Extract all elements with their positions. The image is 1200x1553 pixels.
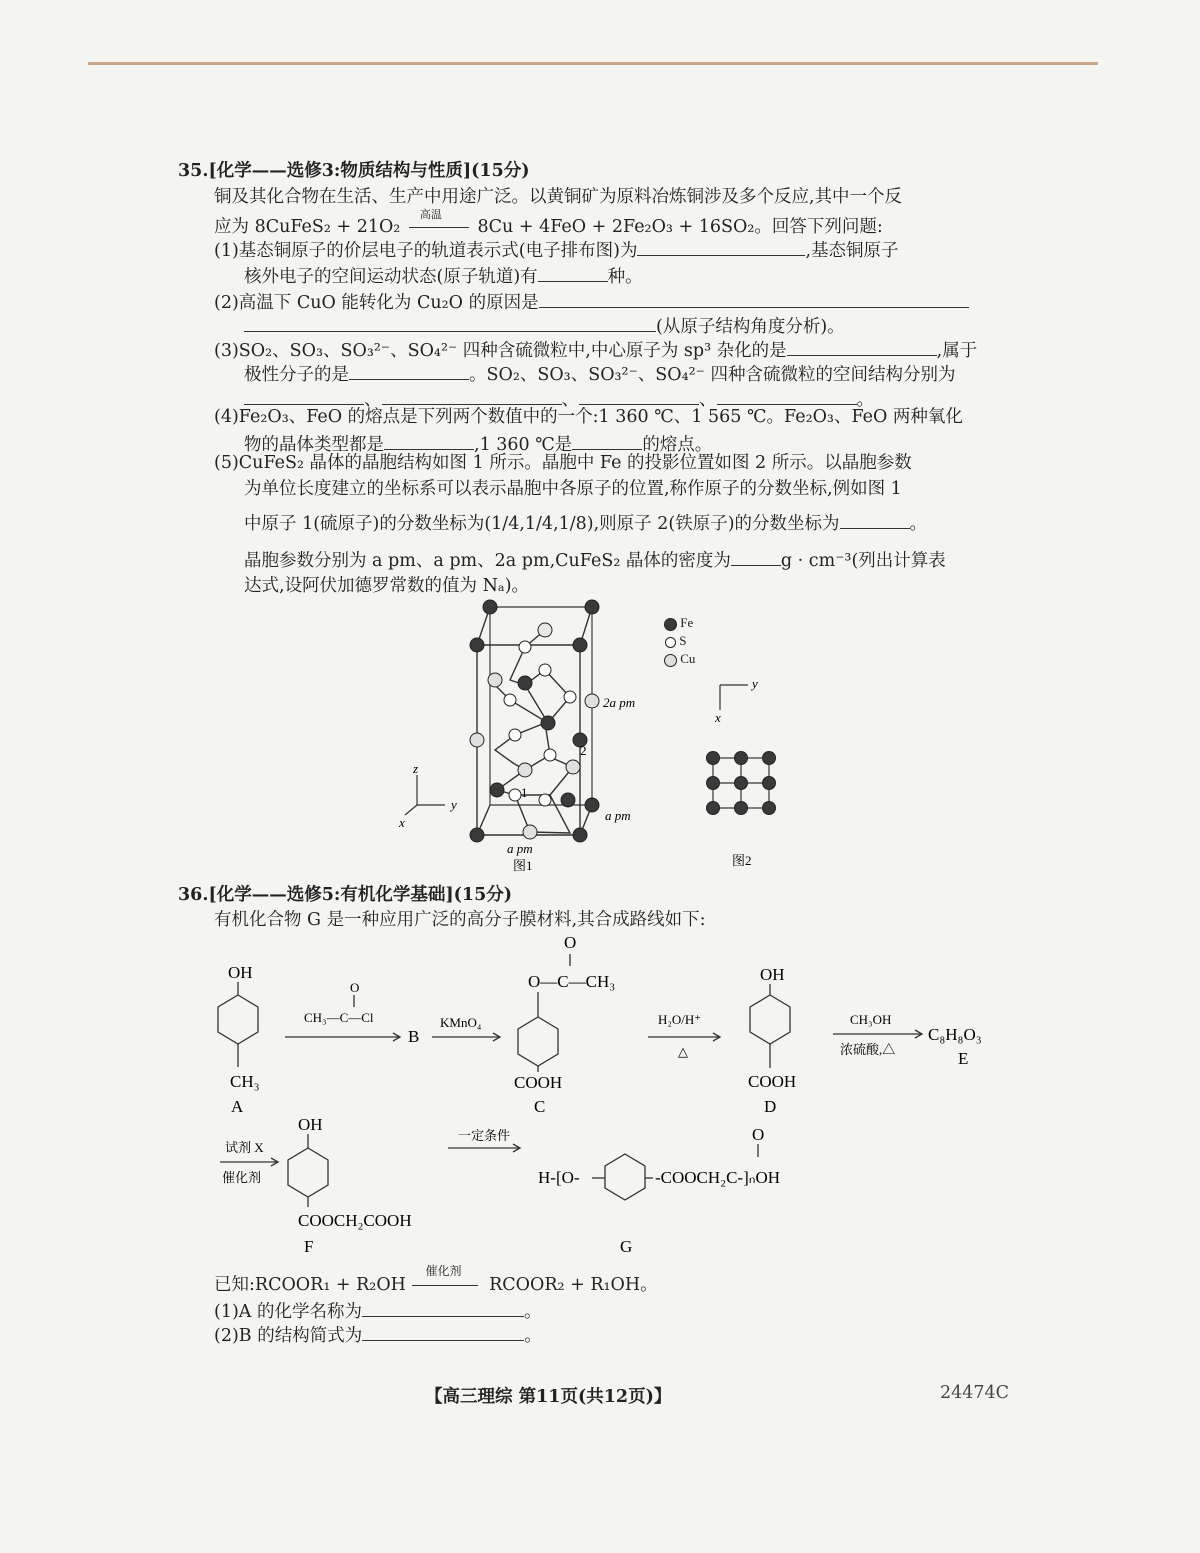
compound-c-acetoxy: O—C—CH₃ (528, 972, 616, 991)
s-atom (539, 794, 551, 806)
axis-x-label: x (399, 815, 405, 830)
reagent-methanol: CH₃OH (850, 1012, 892, 1027)
s-atom (504, 694, 516, 706)
dimension-2a: 2a pm (603, 695, 636, 710)
compound-g-label: G (620, 1237, 633, 1256)
answer-blank[interactable] (362, 1300, 524, 1317)
compound-e-label: E (958, 1049, 969, 1068)
q35-part4-line1: (4)Fe₂O₃、FeO 的熔点是下列两个数值中的一个:1 360 ℃、1 565 ℃。Fe₂O₃、FeO 两种氧化 (214, 407, 963, 427)
compound-g-carbonyl-o: O (752, 1125, 765, 1144)
answer-blank[interactable] (787, 339, 937, 356)
fig2-axis-y: y (752, 676, 758, 691)
q35-header: 35.[化学——选修3:物质结构与性质](15分) (178, 161, 530, 181)
atom-1-label: 1 (521, 785, 528, 800)
known-reaction-catalyst: 催化剂 (425, 1264, 462, 1278)
q35-part1-line2: 核外电子的空间运动状态(原子轨道)有 种。 (244, 267, 643, 287)
cu-atom (518, 763, 532, 777)
answer-blank[interactable] (362, 1324, 524, 1341)
reagent-kmno4: KMnO₄ (440, 1015, 482, 1030)
atom-2-label: 2 (580, 743, 587, 758)
answer-blank[interactable] (349, 363, 469, 380)
answer-blank[interactable] (731, 549, 781, 566)
fe-atom (541, 716, 555, 730)
exam-code: 24474C (940, 1383, 1010, 1403)
compound-a-oh: OH (228, 963, 253, 982)
fe-atom (470, 828, 484, 842)
fe-legend-icon (664, 618, 677, 631)
compound-f-ester: COOCH₂COOH (298, 1211, 412, 1230)
synthesis-route-row-1 (200, 932, 1020, 1122)
q35-intro-2: 应为 8CuFeS₂ + 21O₂ 高温 8Cu + 4FeO + 2Fe₂O₃ + 16SO₂。回答下列问题: (214, 216, 883, 238)
q35-part3-line1: (3)SO₂、SO₃、SO₃²⁻、SO₄²⁻ 四种含硫微粒中,中心原子为 sp³ 杂化的是 ,属于 (214, 341, 978, 361)
q35-part2-line2: (从原子结构角度分析)。 (244, 315, 845, 338)
cu-legend-icon (664, 654, 677, 667)
q35-part5-line5: 达式,设阿伏加德罗常数的值为 Nₐ)。 (244, 576, 530, 596)
cu-atom (488, 673, 502, 687)
fe-atom (518, 676, 532, 690)
dimension-a-bottom: a pm (507, 841, 533, 856)
dimension-a-side: a pm (605, 808, 631, 823)
q35-part5-line3: 中原子 1(硫原子)的分数坐标为(1/4,1/4,1/8),则原子 2(铁原子)的分数坐标为 。 (244, 514, 928, 534)
s-atom (509, 789, 521, 801)
answer-blank[interactable] (244, 315, 656, 332)
fe-atom (585, 798, 599, 812)
fe-atom (573, 828, 587, 842)
answer-blank[interactable] (840, 512, 910, 529)
q36-subquestion-1: (1)A 的化学名称为 。 (214, 1302, 542, 1322)
answer-blank[interactable] (579, 388, 699, 405)
page-footer: 【高三理综 第11页(共12页)】 (425, 1387, 672, 1407)
reagent-hydrolysis: H₂O/H⁺ (658, 1012, 702, 1027)
reaction-condition: 高温 (419, 208, 442, 221)
compound-g-left: H-[O- (538, 1168, 580, 1187)
reagent-sulfuric-acid: 浓硫酸,△ (840, 1042, 896, 1057)
synthesis-route-row-2 (200, 1112, 840, 1262)
cu-atom (470, 733, 484, 747)
q35-part3-line2: 极性分子的是 。SO₂、SO₃、SO₃²⁻、SO₄²⁻ 四种含硫微粒的空间结构分别为 (244, 365, 956, 385)
q36-header: 36.[化学——选修5:有机化学基础](15分) (178, 885, 513, 905)
fe-atom (483, 600, 497, 614)
reagent-1: CH₃—C—Cl (304, 1010, 374, 1025)
q36-intro: 有机化合物 G 是一种应用广泛的高分子膜材料,其合成路线如下: (214, 910, 706, 930)
s-legend-icon (665, 637, 676, 648)
reagent-1-oxygen: O (350, 980, 360, 995)
figure-1-caption: 图1 (513, 858, 533, 873)
figure-legend: Fe S Cu (664, 615, 695, 669)
answer-blank[interactable] (539, 291, 969, 308)
q35-part1-line1: (1)基态铜原子的价层电子的轨道表示式(电子排布图)为 ,基态铜原子 (214, 241, 899, 261)
reagent-heat: △ (678, 1044, 688, 1059)
compound-f-label: F (304, 1237, 314, 1256)
s-atom (544, 749, 556, 761)
compound-e-formula: C₈H₈O₃ (928, 1025, 982, 1044)
compound-a-label: A (231, 1097, 244, 1116)
answer-blank[interactable] (637, 239, 805, 256)
q35-part5-line2: 为单位长度建立的坐标系可以表示晶胞中各原子的位置,称作原子的分数坐标,例如图 1 (244, 479, 902, 499)
reagent-condition: 一定条件 (458, 1128, 511, 1143)
s-atom (509, 729, 521, 741)
fe-atom (573, 638, 587, 652)
known-reaction: 已知:RCOOR₁ + R₂OH 催化剂 RCOOR₂ + R₁OH。 (214, 1274, 658, 1296)
compound-b: B (408, 1027, 420, 1046)
q35-part3-line3: 、 、 、 。 (244, 388, 874, 411)
compound-c-label: C (534, 1097, 546, 1116)
fe-atom (470, 638, 484, 652)
fig2-axis-x: x (715, 710, 721, 725)
compound-c-cooh: COOH (514, 1073, 563, 1092)
reagent-x: 试剂 X (225, 1140, 264, 1155)
answer-blank[interactable] (572, 433, 642, 450)
axis-y-label: y (451, 797, 457, 812)
q36-subquestion-2: (2)B 的结构简式为 。 (214, 1326, 542, 1346)
answer-blank[interactable] (538, 265, 608, 282)
cu-atom (538, 623, 552, 637)
s-atom (539, 664, 551, 676)
answer-blank[interactable] (384, 433, 474, 450)
cu-atom (585, 694, 599, 708)
compound-a-ch3: CH₃ (230, 1072, 260, 1091)
cu-atom (566, 760, 580, 774)
s-atom (519, 641, 531, 653)
figure-1-unit-cell (395, 595, 695, 875)
fe-atom (585, 600, 599, 614)
compound-d-cooh: COOH (748, 1072, 797, 1091)
fe-atom (490, 783, 504, 797)
compound-g-right: -COOCH₂C-]ₙOH (655, 1168, 781, 1187)
q35-part4-line2: 物的晶体类型都是 ,1 360 ℃是 的熔点。 (244, 435, 713, 455)
s-atom (564, 691, 576, 703)
compound-c-carbonyl-o: O (564, 933, 577, 952)
q35-part2-line1: (2)高温下 CuO 能转化为 Cu₂O 的原因是 (214, 291, 969, 314)
reagent-catalyst: 催化剂 (222, 1170, 262, 1185)
compound-d-oh: OH (760, 965, 785, 984)
q35-intro-1: 铜及其化合物在生活、生产中用途广泛。以黄铜矿为原料冶炼铜涉及多个反应,其中一个反 (214, 187, 903, 207)
compound-f-oh: OH (298, 1115, 323, 1134)
q35-part5-line1: (5)CuFeS₂ 晶体的晶胞结构如图 1 所示。晶胞中 Fe 的投影位置如图 2 所示。以晶胞参数 (214, 453, 912, 473)
figure-2-projection (700, 670, 800, 875)
cu-atom (523, 825, 537, 839)
figure-2-caption: 图2 (732, 853, 752, 868)
compound-d-label: D (764, 1097, 777, 1116)
axis-z-label: z (413, 761, 419, 776)
fe-atom (561, 793, 575, 807)
q35-part5-line4: 晶胞参数分别为 a pm、a pm、2a pm,CuFeS₂ 晶体的密度为 g · cm⁻³(列出计算表 (244, 551, 946, 571)
answer-blank[interactable] (244, 388, 364, 405)
answer-blank[interactable] (717, 388, 857, 405)
answer-blank[interactable] (382, 388, 562, 405)
